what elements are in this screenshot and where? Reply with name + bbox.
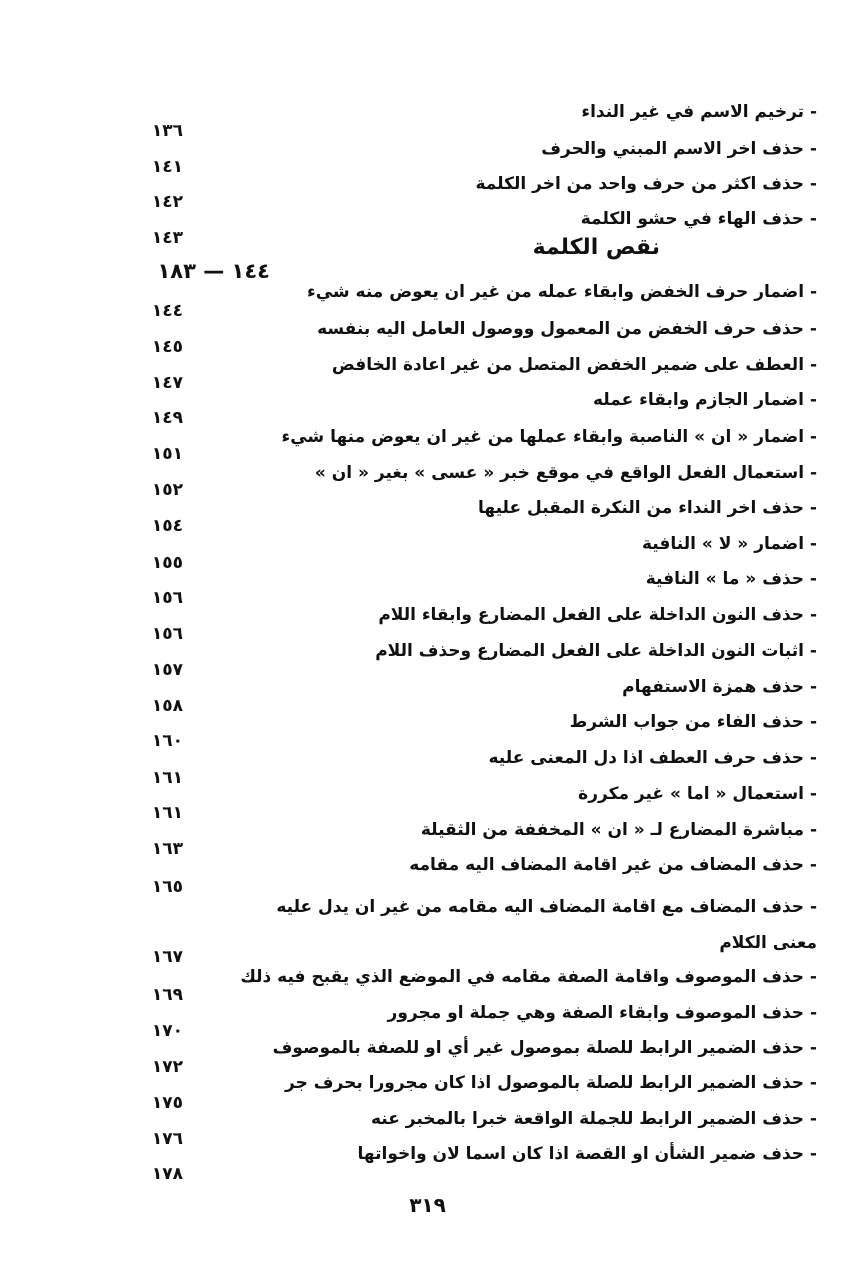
toc-entry-title: - حذف الضمير الرابط للجملة الواقعة خبرا بالمخبر عنه [370,1109,817,1129]
toc-entry-page: ١٥٨ [151,696,183,716]
toc-entry-title: - حذف الموصوف وابقاء الصفة وهي جملة او مجرور [387,1003,817,1023]
toc-entry-page: ١٤٥ [151,337,183,357]
toc-entry-page: ١٦٥ [151,877,183,897]
toc-entry-page: ١٧٠ [151,1021,183,1041]
toc-entry-page: ١٤٢ [151,192,183,212]
toc-entry-page: ١٥٥ [151,553,183,573]
toc-entry-title: - حذف ضمير الشأن او القصة اذا كان اسما لان واخواتها [357,1144,817,1164]
toc-entry-title: - حذف الموصوف واقامة الصفة مقامه في الموضع الذي يقبح فيه ذلك [240,967,817,987]
toc-entry-title: - حذف حرف الخفض من المعمول ووصول العامل اليه بنفسه [317,319,817,339]
toc-entry-title: - اضمار حرف الخفض وابقاء عمله من غير ان يعوض منه شيء [307,282,817,302]
toc-entry-title: - حذف اكثر من حرف واحد من اخر الكلمة [475,174,817,194]
toc-entry-title: - اضمار « لا » النافية [641,534,817,554]
toc-entry-title: - حذف الفاء من جواب الشرط [569,712,817,732]
page-number: ٣١٩ [409,1193,446,1217]
toc-entry-title: - حذف المضاف مع اقامة المضاف اليه مقامه من غير ان يدل عليه معنى الكلام [276,897,817,953]
toc-entry-page: ١٣٦ [151,121,183,141]
section-page-range: ١٤٤ — ١٨٣ [157,259,270,283]
toc-entry-title: - حذف الضمير الرابط للصلة بالموصول اذا كان مجرورا بحرف جر [285,1073,817,1093]
toc-entry-page: ١٤٤ [151,301,183,321]
toc-entry-title: - ترخيم الاسم في غير النداء [581,102,817,122]
toc-entry-title: - حذف اخر الاسم المبني والحرف [541,139,817,159]
toc-entry-title: - العطف على ضمير الخفض المتصل من غير اعادة الخافض [331,355,817,375]
toc-entry-page: ١٥٦ [151,624,183,644]
toc-entry-title: - اضمار « ان » الناصبة وابقاء عملها من غير ان يعوض منها شيء [281,427,817,447]
toc-entry-page: ١٧٥ [151,1093,183,1113]
toc-entry-title: - اثبات النون الداخلة على الفعل المضارع وحذف اللام [375,641,817,661]
toc-entry-page: ١٧٨ [151,1164,183,1184]
toc-entry-page: ١٦٩ [151,985,183,1005]
toc-entry-title: - اضمار الجازم وابقاء عمله [593,390,817,410]
toc-entry-page: ١٧٦ [151,1129,183,1149]
toc-entry-page: ١٤٩ [151,408,183,428]
toc-entry-page: ١٦١ [151,803,183,823]
toc-entry-title: - حذف المضاف من غير اقامة المضاف اليه مقامه [409,855,817,875]
toc-entry-title: - حذف النون الداخلة على الفعل المضارع وابقاء اللام [378,605,817,625]
toc-entry-page: ١٤٣ [151,228,183,248]
toc-entry-page: ١٥٧ [151,660,183,680]
toc-entry-page: ١٤٧ [151,373,183,393]
toc-entry-title: - حذف حرف العطف اذا دل المعنى عليه [488,748,817,768]
toc-entry-page: ١٥٤ [151,516,183,536]
toc-entry-page: ١٦١ [151,768,183,788]
toc-entry-page: ١٥١ [151,444,183,464]
toc-entry-title: - حذف الهاء في حشو الكلمة [580,209,817,229]
toc-entry-page: ١٦٠ [151,731,183,751]
toc-entry-page: ١٥٦ [151,588,183,608]
toc-entry-title: - استعمال « اما » غير مكررة [578,784,817,804]
toc-entry-title: - حذف « ما » النافية [645,569,817,589]
toc-entry-page: ١٧٢ [151,1057,183,1077]
toc-entry-title: - حذف الضمير الرابط للصلة بموصول غير أي او للصفة بالموصوف [272,1038,817,1058]
toc-entry-page: ١٦٣ [151,839,183,859]
toc-entry-title: - حذف همزة الاستفهام [622,677,817,697]
section-heading: نقص الكلمة [532,235,660,260]
toc-entry-title: - مباشرة المضارع لـ « ان » المخففة من الثقيلة [420,820,817,840]
toc-entry-title: - حذف اخر النداء من النكرة المقبل عليها [478,498,817,518]
toc-entry-title: - استعمال الفعل الواقع في موقع خبر « عسى » بغير « ان » [314,463,817,483]
toc-entry-page: ١٤١ [151,157,183,177]
toc-entry-page: ١٥٢ [151,480,183,500]
toc-entry-page: ١٦٧ [151,947,183,967]
